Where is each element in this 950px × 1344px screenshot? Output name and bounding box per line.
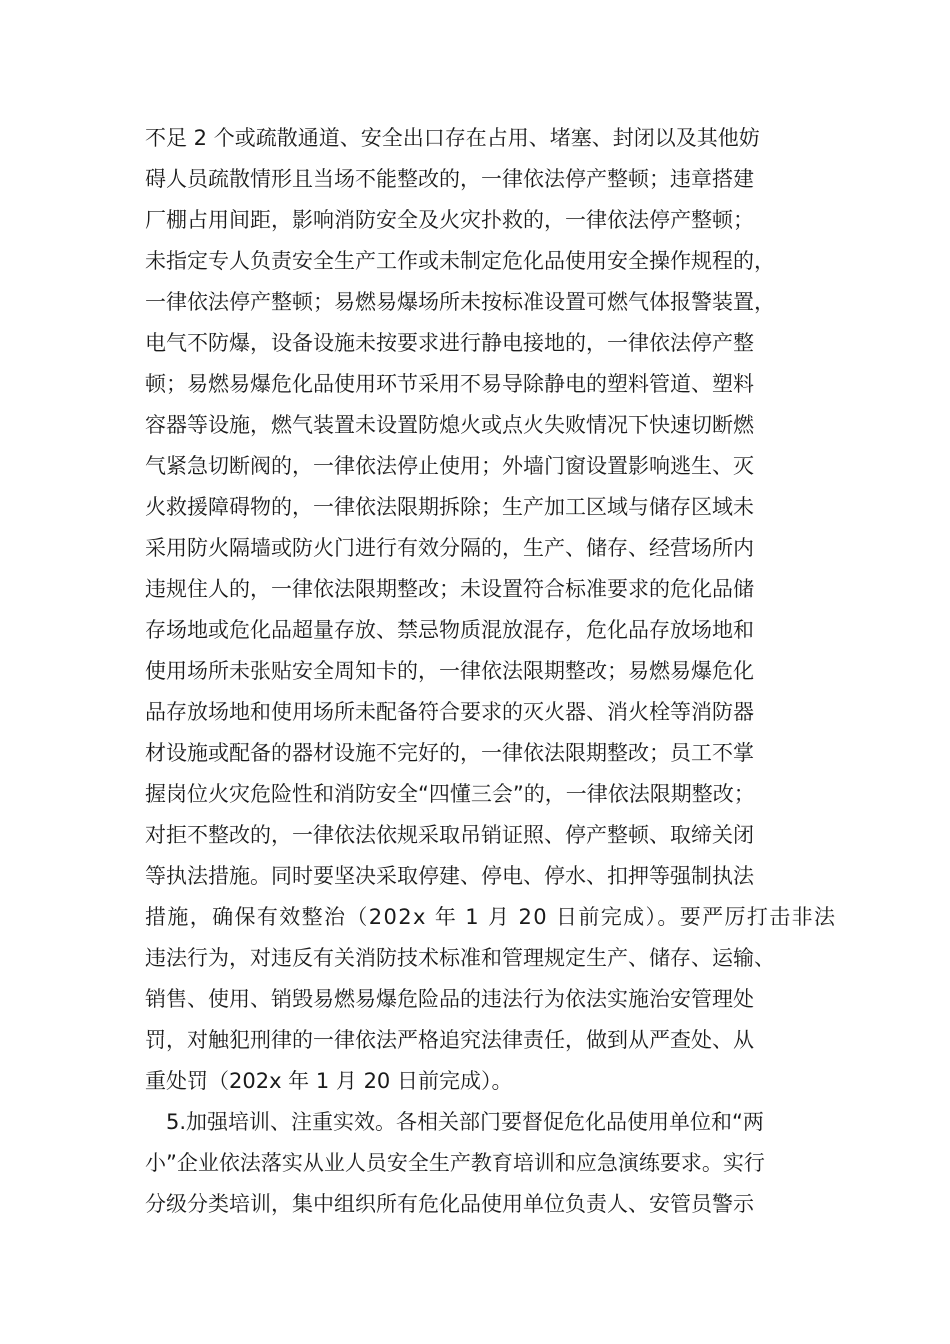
text-line: 分级分类培训，集中组织所有危化品使用单位负责人、安管员警示 [145, 1192, 754, 1216]
text-line: 握岗位火灾危险性和消防安全“四懂三会”的，一律依法限期整改； [145, 782, 755, 806]
text-line: 容器等设施，燃气装置未设置防熄火或点火失败情况下快速切断燃 [145, 413, 754, 437]
text-line: 未指定专人负责安全生产工作或未制定危化品使用安全操作规程的， [145, 249, 775, 273]
text-line: 对拒不整改的，一律依法依规采取吊销证照、停产整顿、取缔关闭 [145, 823, 754, 847]
text-line: 厂棚占用间距，影响消防安全及火灾扑救的，一律依法停产整顿； [145, 208, 754, 232]
text-line: 违规住人的，一律依法限期整改；未设置符合标准要求的危化品储 [145, 577, 754, 601]
text-line: 违法行为，对违反有关消防技术标准和管理规定生产、储存、运输、 [145, 946, 775, 970]
text-line: 电气不防爆，设备设施未按要求进行静电接地的，一律依法停产整 [145, 331, 754, 355]
text-line: 等执法措施。同时要坚决采取停建、停电、停水、扣押等强制执法 [145, 864, 754, 888]
text-line: 采用防火隔墙或防火门进行有效分隔的，生产、储存、经营场所内 [145, 536, 754, 560]
text-line: 一律依法停产整顿；易燃易爆场所未按标准设置可燃气体报警装置， [145, 290, 775, 314]
text-line: 碍人员疏散情形且当场不能整改的，一律依法停产整顿；违章搭建 [145, 167, 754, 191]
text-line: 存场地或危化品超量存放、禁忌物质混放混存，危化品存放场地和 [145, 618, 754, 642]
text-line: 使用场所未张贴安全周知卡的，一律依法限期整改；易燃易爆危化 [145, 659, 754, 683]
text-line: 销售、使用、销毁易燃易爆危险品的违法行为依法实施治安管理处 [145, 987, 754, 1011]
text-line: 品存放场地和使用场所未配备符合要求的灭火器、消火栓等消防器 [145, 700, 754, 724]
section-heading-line: 5.加强培训、注重实效。各相关部门要督促危化品使用单位和“两 [166, 1110, 764, 1134]
text-line: 火救援障碍物的，一律依法限期拆除；生产加工区域与储存区域未 [145, 495, 754, 519]
body-text [145, 118, 835, 1225]
text-line: 材设施或配备的器材设施不完好的，一律依法限期整改；员工不掌 [145, 741, 754, 765]
text-line: 措施，确保有效整治（202x 年 1 月 20 日前完成）。要严厉打击非法 [145, 905, 837, 929]
text-line: 气紧急切断阀的，一律依法停止使用；外墙门窗设置影响逃生、灭 [145, 454, 754, 478]
text-line: 顿；易燃易爆危化品使用环节采用不易导除静电的塑料管道、塑料 [145, 372, 754, 396]
text-line: 小”企业依法落实从业人员安全生产教育培训和应急演练要求。实行 [145, 1151, 765, 1175]
text-line: 重处罚（202x 年 1 月 20 日前完成）。 [145, 1069, 513, 1093]
text-line: 不足 2 个或疏散通道、安全出口存在占用、堵塞、封闭以及其他妨 [145, 126, 760, 150]
text-line: 罚，对触犯刑律的一律依法严格追究法律责任，做到从严查处、从 [145, 1028, 754, 1052]
